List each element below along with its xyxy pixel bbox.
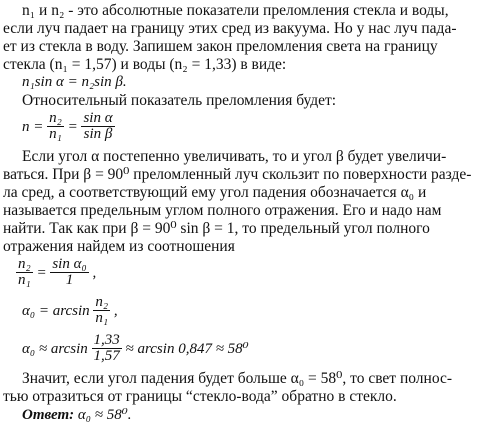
text-line-12: Значит, если угол падения будет больше α₀ = 58⁰, то свет полнос- (22, 370, 452, 387)
eq2-equals: = (67, 118, 78, 135)
eq2-denominator-2: sin β (83, 126, 113, 142)
eq5-numerator: 1,33 (93, 332, 120, 348)
text-line-2: если луч падает на границу этих сред из вакуума. Но у нас луч пада- (3, 20, 457, 37)
eq3-numerator-1: n₂ (18, 256, 31, 272)
equation-relative-index (22, 112, 115, 143)
eq3-numerator-2: sin α₀ (52, 256, 87, 272)
eq2-denominator-1: n₁ (49, 126, 62, 142)
equation-numeric (22, 334, 249, 365)
eq2-numerator-2: sin α (83, 110, 113, 126)
text-line-11: отражения найдем из соотношения (3, 238, 235, 255)
text-line-4: стекла (n₁ = 1,57) и воды (n₂ = 1,33) в виде: (3, 56, 287, 73)
eq4-fraction (93, 295, 110, 326)
eq5-denominator: 1,57 (93, 348, 120, 364)
equation-snell-law: n₁sin α = n₂sin β. (22, 74, 127, 90)
eq3-equals: = (36, 264, 47, 281)
answer-line (22, 405, 132, 424)
eq2-numerator-1: n₂ (49, 110, 62, 126)
eq3-denominator-1: n₁ (18, 272, 31, 288)
text-line-10: найти. Так как при β = 90⁰ sin β = 1, то предельный угол полного (3, 220, 430, 237)
text-line-3: ет из стекла в воду. Запишем закон преломления света на границу (3, 38, 438, 55)
eq5-result: ≈ arcsin 0,847 ≈ 58⁰ (125, 340, 249, 357)
eq4-numerator: n₂ (95, 294, 109, 310)
text-line-13: тью отразиться от границы “стекло-вода” обратно в стекло. (3, 388, 397, 405)
eq2-fraction-2 (81, 111, 114, 142)
eq3-comma: , (92, 264, 97, 281)
eq4-comma: , (113, 302, 118, 319)
text-line-1: n₁ и n₂ - это абсолютные показатели преломления стекла и воды, (22, 2, 449, 19)
answer-label: Ответ: (22, 407, 75, 423)
eq3-fraction-2 (50, 257, 88, 288)
text-line-8: ла сред, а соответствующий ему угол падения обозначается α₀ и (3, 184, 427, 201)
equation-ratio (16, 258, 96, 289)
text-line-5: Относительный показатель преломления будет: (22, 92, 337, 109)
eq3-denominator-2: 1 (65, 272, 74, 288)
eq5-fraction (92, 333, 122, 364)
text-line-7: ваться. При β = 90⁰ преломленный луч скользит по поверхности разде- (3, 166, 472, 183)
eq2-fraction-1 (47, 111, 64, 142)
answer-value: α₀ ≈ 58⁰. (74, 407, 132, 423)
eq5-lhs: α₀ ≈ arcsin (22, 340, 88, 357)
eq3-fraction-1 (16, 257, 33, 288)
text-line-9: называется предельным углом полного отражения. Его и надо нам (3, 202, 442, 219)
eq2-lhs: n = (22, 118, 44, 135)
text-line-6: Если угол α постепенно увеличивать, то и угол β будет увеличи- (22, 148, 447, 165)
eq4-denominator: n₁ (95, 310, 109, 326)
eq4-lhs: α₀ = arcsin (22, 302, 90, 319)
equation-arcsin (22, 296, 118, 327)
